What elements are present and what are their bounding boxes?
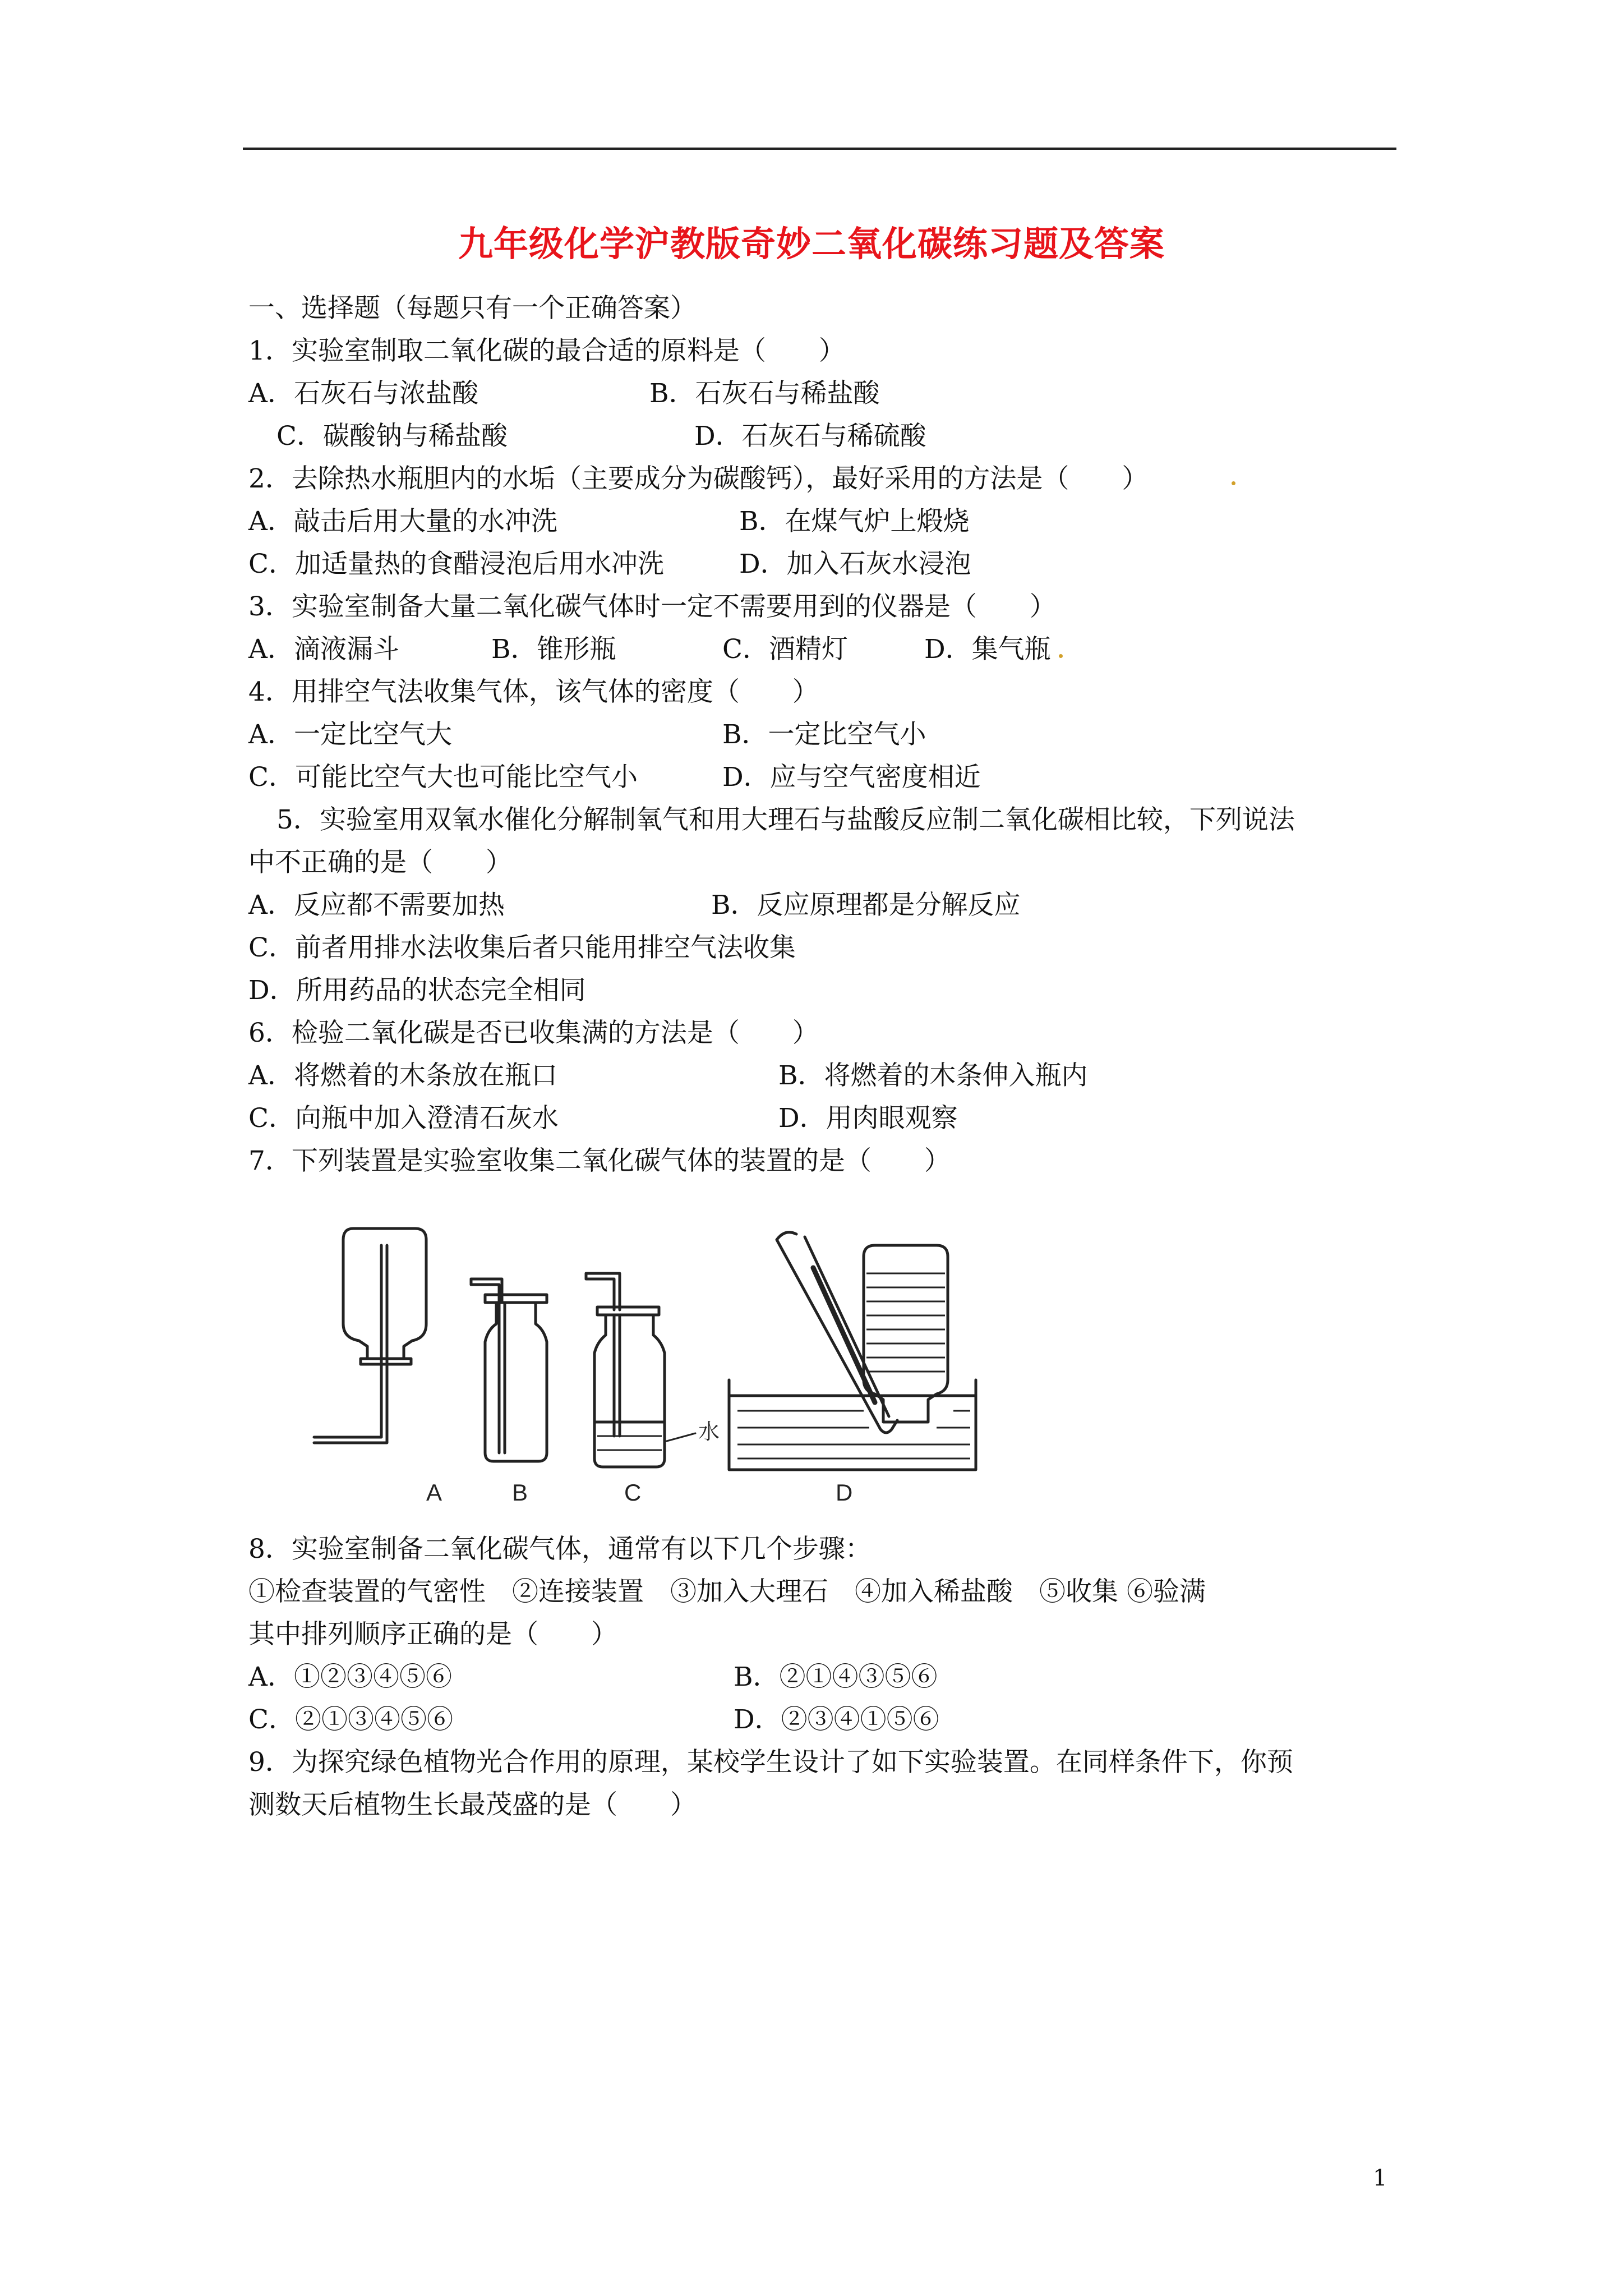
apparatus-label-a: A: [426, 1479, 442, 1506]
q4-option-b: B．一定比空气小: [722, 719, 926, 750]
q5-stem-line1: 5．实验室用双氧水催化分解制氧气和用大理石与盐酸反应制二氧化碳相比较，下列说法: [276, 804, 1295, 835]
stray-mark: [1232, 481, 1235, 485]
q3-option-a: A．滴液漏斗: [248, 634, 399, 665]
q6-option-a: A．将燃着的木条放在瓶口: [248, 1060, 557, 1091]
q1-option-d: D．石灰石与稀硫酸: [694, 421, 926, 452]
q2-option-b: B．在煤气炉上煅烧: [739, 506, 970, 537]
q4-option-c: C．可能比空气大也可能比空气小: [248, 762, 638, 793]
apparatus-d-water-lines: [597, 1273, 970, 1458]
q2-option-c: C．加适量热的食醋浸泡后用水冲洗: [248, 549, 664, 579]
q2-stem: 2．去除热水瓶胆内的水垢（主要成分为碳酸钙），最好采用的方法是（ ）: [248, 463, 1149, 494]
q1-option-a: A．石灰石与浓盐酸: [248, 378, 478, 409]
q4-option-d: D．应与空气密度相近: [722, 762, 981, 793]
q8-option-a: A．①②③④⑤⑥: [248, 1662, 452, 1692]
section-heading: 一、选择题（每题只有一个正确答案）: [248, 293, 697, 324]
q2-option-a: A．敲击后用大量的水冲洗: [248, 506, 557, 537]
q4-option-a: A．一定比空气大: [248, 719, 452, 750]
document-title: 九年级化学沪教版奇妙二氧化碳练习题及答案: [458, 223, 1165, 264]
gas-collection-apparatus-figure: [303, 1212, 1178, 1509]
q5-option-c: C．前者用排水法收集后者只能用排空气法收集: [248, 932, 796, 963]
q4-stem: 4．用排空气法收集气体，该气体的密度（ ）: [248, 677, 819, 707]
q8-stem: 8．实验室制备二氧化碳气体，通常有以下几个步骤：: [248, 1534, 872, 1565]
q8-question: 其中排列顺序正确的是（ ）: [248, 1619, 617, 1650]
q8-option-d: D．②③④①⑤⑥: [734, 1704, 939, 1735]
q1-stem: 1．实验室制取二氧化碳的最合适的原料是（ ）: [248, 335, 845, 366]
q9-stem-line2: 测数天后植物生长最茂盛的是（ ）: [248, 1789, 697, 1820]
q6-option-d: D．用肉眼观察: [778, 1103, 958, 1134]
q1-option-b: B．石灰石与稀盐酸: [649, 378, 880, 409]
water-label: 水: [698, 1419, 720, 1444]
q8-option-b: B．②①④③⑤⑥: [734, 1662, 938, 1692]
q8-steps: ①检查装置的气密性 ②连接装置 ③加入大理石 ④加入稀盐酸 ⑤收集 ⑥验满: [248, 1576, 1206, 1607]
q5-stem-line2: 中不正确的是（ ）: [248, 847, 512, 878]
apparatus-d-water-trough: [729, 1232, 976, 1470]
apparatus-a-inverted-bottle: [314, 1228, 426, 1443]
stray-mark: [1059, 654, 1063, 658]
apparatus-label-b: B: [512, 1479, 528, 1506]
q1-option-c: C．碳酸钠与稀盐酸: [276, 421, 508, 452]
q3-option-b: B．锥形瓶: [491, 634, 616, 665]
q3-option-d: D．集气瓶: [924, 634, 1051, 665]
q9-stem-line1: 9．为探究绿色植物光合作用的原理，某校学生设计了如下实验装置。在同样条件下，你预: [248, 1747, 1293, 1778]
q2-option-d: D．加入石灰水浸泡: [739, 549, 971, 579]
apparatus-c-bottle-with-water: [586, 1273, 695, 1467]
q5-option-a: A．反应都不需要加热: [248, 890, 505, 921]
q6-option-c: C．向瓶中加入澄清石灰水: [248, 1103, 559, 1134]
q5-option-b: B．反应原理都是分解反应: [711, 890, 1021, 921]
page-number: 1: [1373, 2165, 1387, 2191]
q3-option-c: C．酒精灯: [722, 634, 848, 665]
q6-option-b: B．将燃着的木条伸入瓶内: [778, 1060, 1088, 1091]
q3-stem: 3．实验室制备大量二氧化碳气体时一定不需要用到的仪器是（ ）: [248, 591, 1056, 622]
q5-option-d: D．所用药品的状态完全相同: [248, 975, 586, 1006]
q6-stem: 6．检验二氧化碳是否已收集满的方法是（ ）: [248, 1018, 819, 1048]
header-rule: [243, 148, 1396, 150]
q7-stem: 7．下列装置是实验室收集二氧化碳气体的装置的是（ ）: [248, 1145, 951, 1176]
apparatus-label-c: C: [624, 1479, 642, 1506]
apparatus-b-upright-bottle: [471, 1279, 547, 1461]
q8-option-c: C．②①③④⑤⑥: [248, 1704, 453, 1735]
apparatus-label-d: D: [836, 1479, 853, 1506]
